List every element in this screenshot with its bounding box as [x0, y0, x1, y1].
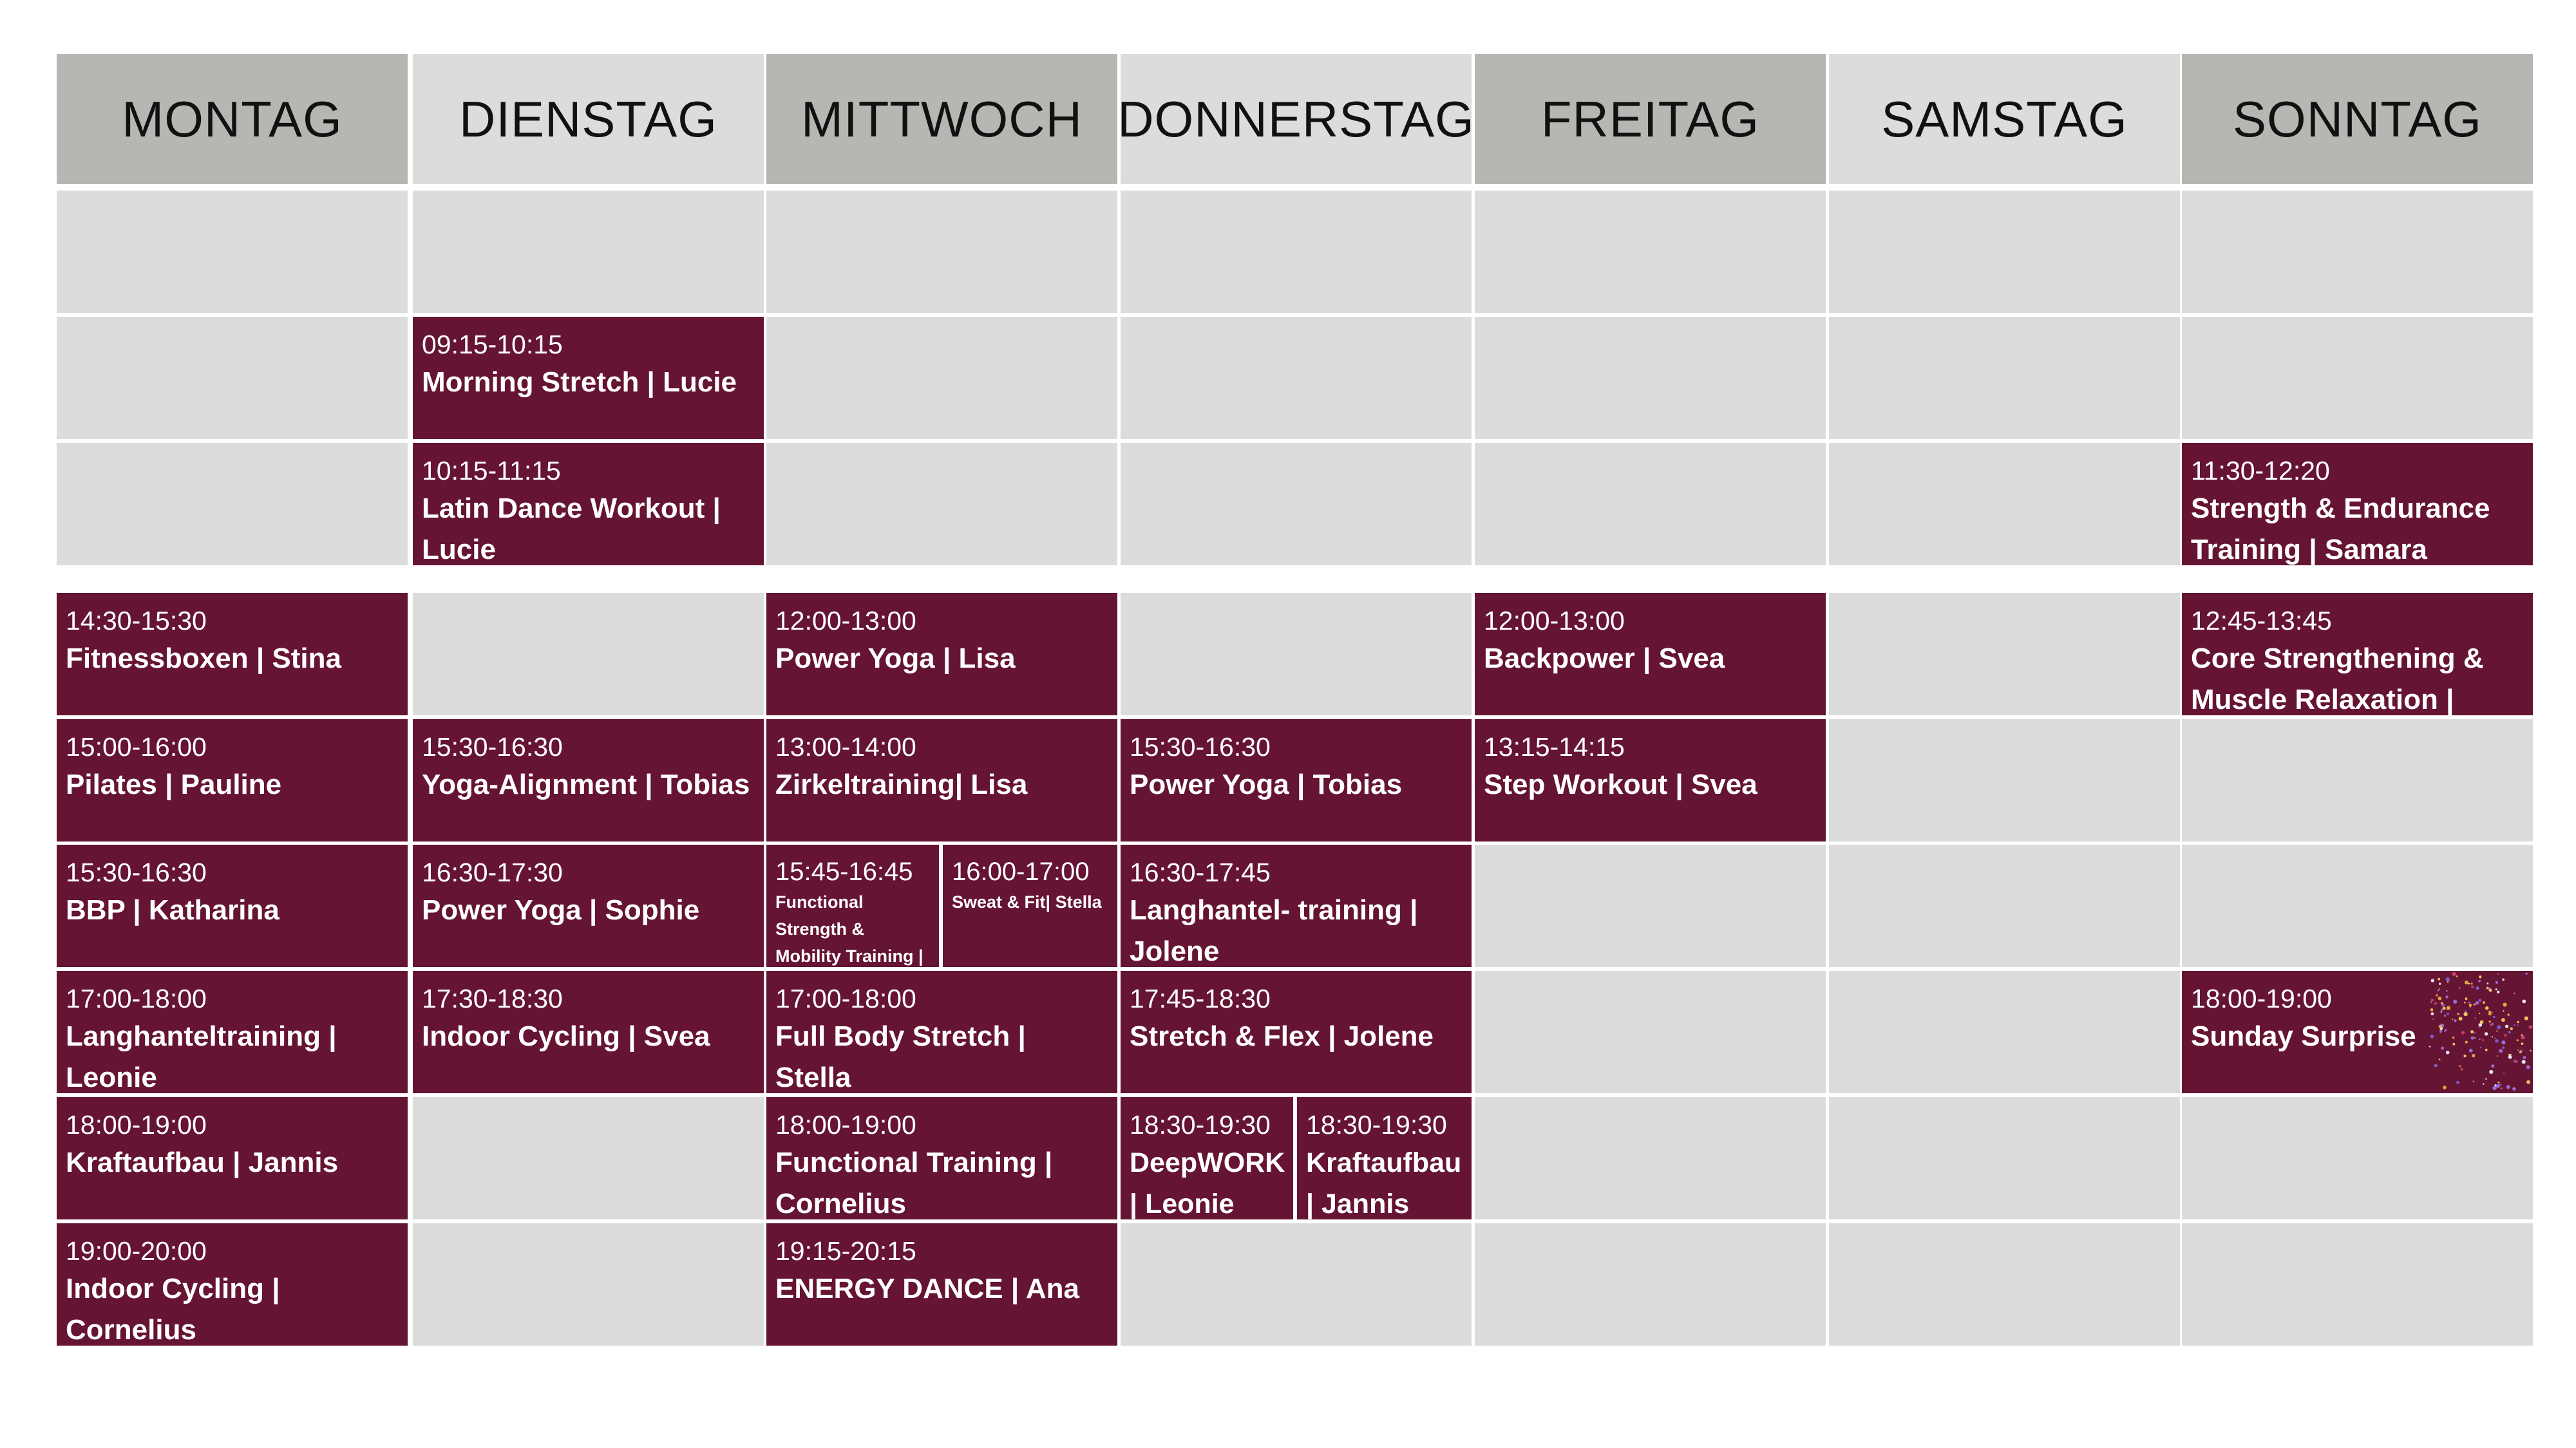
class-slot-mi-1545[interactable]	[766, 845, 939, 967]
class-time: 12:00-13:00	[1484, 606, 1625, 635]
class-title: Kraftaufbau | Jannis	[66, 1147, 339, 1178]
empty-slot	[1829, 443, 2180, 565]
empty-slot	[1121, 443, 1472, 565]
class-time: 14:30-15:30	[66, 606, 207, 635]
class-title: Indoor Cycling | Cornelius	[66, 1273, 280, 1346]
day-header-donnerstag: DONNERSTAG	[1121, 54, 1472, 184]
class-time: 13:00-14:00	[775, 732, 916, 762]
empty-slot	[1829, 971, 2180, 1093]
class-time: 17:00-18:00	[66, 984, 207, 1013]
class-slot-fr-1315[interactable]	[1475, 719, 1826, 842]
class-time: 15:30-16:30	[66, 858, 207, 887]
class-slot-di-1730[interactable]	[413, 971, 764, 1093]
class-title: Functional Strength & Mobility Training |	[775, 892, 923, 966]
class-time: 18:00-19:00	[66, 1110, 207, 1140]
empty-slot	[1475, 443, 1826, 565]
empty-slot	[2182, 1097, 2533, 1219]
day-header-mittwoch: MITTWOCH	[766, 54, 1117, 184]
class-slot-mo-1900[interactable]	[57, 1223, 408, 1346]
empty-slot	[1475, 1223, 1826, 1346]
class-time: 15:00-16:00	[66, 732, 207, 762]
class-slot-do-1830a[interactable]	[1121, 1097, 1293, 1219]
class-title: Langhantel- training | Jolene	[1130, 894, 1418, 967]
class-slot-di-0915[interactable]	[413, 317, 764, 439]
empty-slot	[1121, 593, 1472, 715]
day-header-freitag: FREITAG	[1475, 54, 1826, 184]
class-slot-mi-1600[interactable]	[943, 845, 1117, 967]
empty-slot	[1475, 1097, 1826, 1219]
confetti-decoration	[2417, 971, 2533, 1093]
day-header-sonntag: SONNTAG	[2182, 54, 2533, 184]
class-title: Latin Dance Workout | Lucie	[422, 493, 721, 565]
class-time: 17:00-18:00	[775, 984, 916, 1013]
class-time: 16:00-17:00	[952, 858, 1090, 886]
class-title: Full Body Stretch | Stella	[775, 1020, 1026, 1093]
empty-slot	[1829, 317, 2180, 439]
class-title: Step Workout | Svea	[1484, 769, 1757, 800]
class-title: Backpower | Svea	[1484, 643, 1725, 674]
class-slot-mo-1430[interactable]	[57, 593, 408, 715]
class-time: 12:00-13:00	[775, 606, 916, 635]
class-title: ENERGY DANCE | Ana	[775, 1273, 1079, 1304]
class-slot-mi-1300[interactable]	[766, 719, 1117, 842]
class-slot-do-1830b[interactable]	[1297, 1097, 1472, 1219]
class-title: Power Yoga | Sophie	[422, 894, 700, 926]
empty-slot	[1121, 1223, 1472, 1346]
class-slot-mi-1800[interactable]	[766, 1097, 1117, 1219]
class-slot-mi-1200[interactable]	[766, 593, 1117, 715]
class-slot-di-1530[interactable]	[413, 719, 764, 842]
empty-slot	[1121, 317, 1472, 439]
empty-slot	[1829, 191, 2180, 313]
class-time: 16:30-17:30	[422, 858, 563, 887]
class-title: Langhanteltraining | Leonie	[66, 1020, 337, 1093]
class-time: 19:15-20:15	[775, 1236, 916, 1266]
class-title: Yoga-Alignment | Tobias	[422, 769, 750, 800]
empty-slot	[2182, 1223, 2533, 1346]
class-title: Power Yoga | Tobias	[1130, 769, 1403, 800]
class-slot-mi-1700[interactable]	[766, 971, 1117, 1093]
class-slot-mo-1500[interactable]	[57, 719, 408, 842]
empty-slot	[1829, 1097, 2180, 1219]
empty-slot	[1121, 191, 1472, 313]
empty-slot	[413, 593, 764, 715]
empty-slot	[766, 191, 1117, 313]
class-slot-di-1630[interactable]	[413, 845, 764, 967]
class-time: 16:30-17:45	[1130, 858, 1271, 887]
class-title: DeepWORK | Leonie	[1130, 1147, 1285, 1219]
class-time: 17:30-18:30	[422, 984, 563, 1013]
day-header-montag: MONTAG	[57, 54, 408, 184]
class-slot-so-1245[interactable]	[2182, 593, 2533, 715]
class-slot-so-1130[interactable]	[2182, 443, 2533, 565]
class-slot-do-1745[interactable]	[1121, 971, 1472, 1093]
empty-slot	[1829, 719, 2180, 842]
empty-slot	[1829, 593, 2180, 715]
class-slot-do-1530[interactable]	[1121, 719, 1472, 842]
empty-slot	[1475, 971, 1826, 1093]
empty-slot	[413, 191, 764, 313]
class-time: 18:00-19:00	[775, 1110, 916, 1140]
empty-slot	[766, 317, 1117, 439]
empty-slot	[1475, 317, 1826, 439]
class-title: Zirkeltraining| Lisa	[775, 769, 1028, 800]
class-title: Morning Stretch | Lucie	[422, 366, 737, 398]
empty-slot	[2182, 191, 2533, 313]
empty-slot	[1829, 1223, 2180, 1346]
class-title: Stretch & Flex | Jolene	[1130, 1020, 1434, 1052]
class-slot-mi-1915[interactable]	[766, 1223, 1117, 1346]
empty-slot	[57, 443, 408, 565]
class-slot-mo-1530[interactable]	[57, 845, 408, 967]
class-slot-di-1015[interactable]	[413, 443, 764, 565]
empty-slot	[766, 443, 1117, 565]
class-title: BBP | Katharina	[66, 894, 279, 926]
class-slot-so-1800[interactable]	[2182, 971, 2533, 1093]
class-time: 15:30-16:30	[422, 732, 563, 762]
class-time: 15:45-16:45	[775, 858, 913, 886]
class-slot-mo-1800[interactable]	[57, 1097, 408, 1219]
class-time: 17:45-18:30	[1130, 984, 1271, 1013]
empty-slot	[1829, 845, 2180, 967]
empty-slot	[2182, 317, 2533, 439]
class-title: Pilates | Pauline	[66, 769, 282, 800]
empty-slot	[1475, 845, 1826, 967]
empty-slot	[413, 1097, 764, 1219]
class-title: Sunday Surprise	[2191, 1020, 2416, 1052]
class-title: Fitnessboxen | Stina	[66, 643, 341, 674]
class-slot-fr-1200[interactable]	[1475, 593, 1826, 715]
empty-slot	[1475, 191, 1826, 313]
class-time: 15:30-16:30	[1130, 732, 1271, 762]
class-time: 19:00-20:00	[66, 1236, 207, 1266]
class-time: 18:30-19:30	[1306, 1110, 1447, 1140]
day-header-dienstag: DIENSTAG	[413, 54, 764, 184]
class-title: Functional Training | Cornelius	[775, 1147, 1053, 1219]
class-time: 12:45-13:45	[2191, 606, 2332, 635]
class-time: 18:30-19:30	[1130, 1110, 1271, 1140]
class-title: Strength & Endurance Training | Samara	[2191, 493, 2490, 565]
class-time: 13:15-14:15	[1484, 732, 1625, 762]
class-time: 09:15-10:15	[422, 330, 563, 359]
empty-slot	[2182, 719, 2533, 842]
class-title: Sweat & Fit| Stella	[952, 892, 1102, 912]
class-slot-mo-1700[interactable]	[57, 971, 408, 1093]
class-title: Indoor Cycling | Svea	[422, 1020, 710, 1052]
class-title: Core Strengthening & Muscle Relaxation |	[2191, 643, 2484, 715]
empty-slot	[57, 317, 408, 439]
class-title: Power Yoga | Lisa	[775, 643, 1016, 674]
day-header-samstag: SAMSTAG	[1829, 54, 2180, 184]
class-slot-do-1630[interactable]	[1121, 845, 1472, 967]
class-time: 18:00-19:00	[2191, 984, 2332, 1013]
empty-slot	[2182, 845, 2533, 967]
empty-slot	[57, 191, 408, 313]
class-title: Kraftaufbau | Jannis	[1306, 1147, 1462, 1219]
class-time: 11:30-12:20	[2191, 456, 2330, 485]
class-time: 10:15-11:15	[422, 456, 561, 485]
empty-slot	[413, 1223, 764, 1346]
